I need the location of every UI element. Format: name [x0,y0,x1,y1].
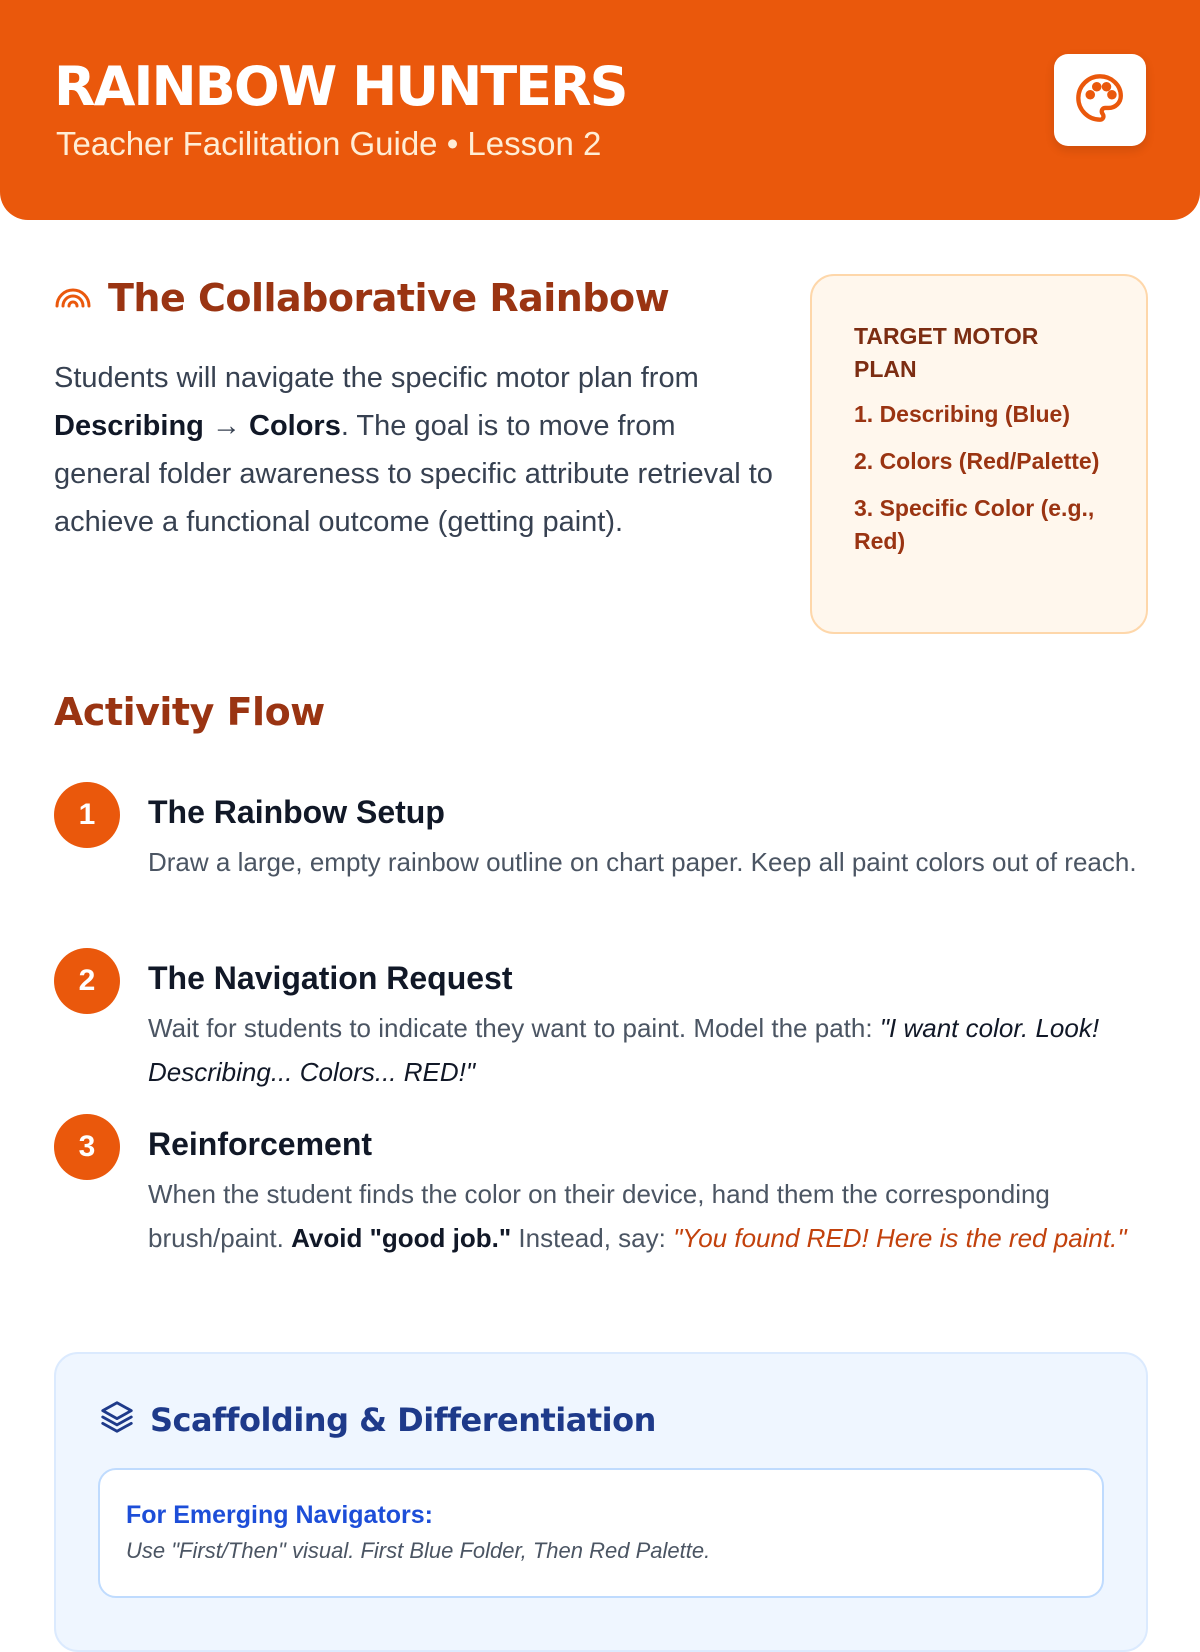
step-title: The Navigation Request [148,960,513,996]
step-description [148,1172,1148,1260]
page-subtitle: Teacher Facilitation Guide • Lesson 2 [56,125,602,162]
activity-flow-title: Activity Flow [54,690,325,734]
step-number: 3 [54,1114,120,1180]
step-desc-text-2: Instead, say: [511,1223,674,1253]
scaffolding-title: Scaffolding & Differentiation [150,1400,656,1439]
page-title: RAINBOW HUNTERS [54,55,627,118]
step-title: Reinforcement [148,1126,373,1162]
palette-icon [1074,72,1126,129]
step-number: 2 [54,948,120,1014]
intro-bold-describing: Describing [54,410,204,442]
intro-bold-colors: Colors [249,410,341,442]
step-quote: "You found RED! Here is the red paint." [673,1223,1127,1253]
step-bold-text: Avoid "good job." [291,1223,512,1253]
motor-plan-item: 2. Colors (Red/Palette) [854,448,1100,474]
intro-arrow: → [203,410,249,442]
palette-badge [1054,54,1146,146]
step-desc-text: Wait for students to indicate they want to paint. Model the path: [148,1013,880,1043]
motor-plan-box [810,274,1148,634]
intro-heading [54,276,669,320]
step-title: The Rainbow Setup [148,794,445,830]
scaffolding-panel [54,1352,1148,1652]
intro-title: The Collaborative Rainbow [108,276,670,320]
motor-plan-heading: TARGET MOTOR PLAN [854,323,1039,382]
step-desc-text: Draw a large, empty rainbow outline on chart paper. Keep all paint colors out of reach. [148,847,1137,877]
motor-plan-item: 3. Specific Color (e.g., Red) [854,495,1095,554]
step-description [148,840,1148,884]
intro-text-1: Students will navigate the specific motor plan from [54,362,699,394]
rainbow-icon [54,284,92,313]
scaffolding-card-title: For Emerging Navigators: [126,1501,433,1529]
motor-plan-item: 1. Describing (Blue) [854,401,1070,427]
step-description [148,1006,1148,1094]
scaffolding-heading [98,1398,656,1441]
layers-icon [98,1398,136,1441]
scaffolding-card [98,1468,1104,1598]
page-header [0,0,1200,220]
intro-text-2: . The goal is to move from general folder awareness to specific attribute retrieval to achieve a functional outcome (getting paint). [54,410,773,538]
scaffolding-card-text: Use "First/Then" visual. First Blue Folder, Then Red Palette. [126,1538,711,1563]
step-number: 1 [54,782,120,848]
step-desc-text: When the student finds the color on their device, hand them the corresponding brush/paint. [148,1179,1050,1253]
intro-paragraph [54,354,774,546]
step-quote: "I want color. Look! Describing... Colors... RED!" [148,1013,1100,1087]
